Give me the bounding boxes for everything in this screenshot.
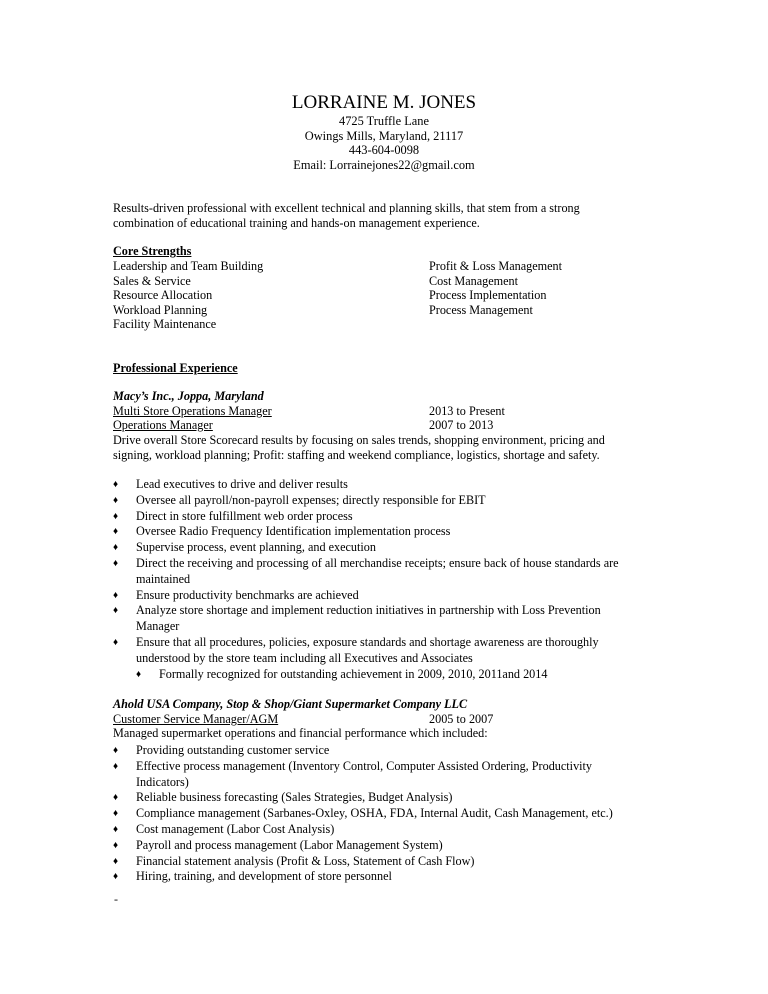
list-item — [113, 838, 643, 854]
company-name-ahold: Ahold USA Company, Stop & Shop/Giant Supermarket Company LLC — [113, 697, 468, 711]
bullet-text: Effective process management (Inventory Control, Computer Assisted Ordering, Productivity Indicators) — [136, 758, 593, 789]
list-item — [113, 635, 643, 667]
diamond-bullet-icon: ♦ — [113, 605, 119, 617]
bullet-text: Cost management (Labor Cost Analysis) — [136, 821, 335, 836]
bullet-text: Providing outstanding customer service — [136, 743, 330, 757]
list-item — [113, 759, 643, 791]
list-item — [113, 556, 643, 588]
list-item — [113, 869, 643, 885]
strength-left-item: Leadership and Team Building — [113, 259, 264, 273]
bullet-text: Supervise process, event planning, and execution — [136, 540, 376, 555]
job-dates: 2007 to 2013 — [429, 418, 494, 432]
strength-right-item: Process Management — [429, 303, 533, 317]
job-description-line: signing, workload planning; Profit: staffing and weekend compliance, logistics, shortage and safety. — [113, 448, 600, 462]
street-address: 4725 Truffle Lane — [339, 114, 429, 128]
list-item — [113, 509, 643, 525]
job-title: Operations Manager — [113, 418, 213, 432]
bullet-text: Ensure productivity benchmarks are achieved — [136, 587, 359, 602]
email-address: Email: Lorrainejones22@gmail.com — [293, 157, 475, 172]
diamond-bullet-icon: ♦ — [113, 510, 119, 522]
diamond-bullet-icon: ♦ — [113, 636, 119, 648]
diamond-bullet-icon: ♦ — [113, 839, 119, 851]
experience-heading: Professional Experience — [113, 361, 238, 375]
diamond-bullet-icon: ♦ — [113, 494, 119, 506]
phone-number: 443-604-0098 — [348, 143, 420, 158]
job-title: Multi Store Operations Manager — [113, 404, 272, 418]
job-dates: 2013 to Present — [429, 404, 505, 418]
bullet-text: Compliance management (Sarbanes-Oxley, OSHA, FDA, Internal Audit, Cash Management, etc.) — [136, 806, 613, 821]
bullet-text: Hiring, training, and development of store personnel — [136, 869, 392, 884]
diamond-bullet-icon: ♦ — [136, 668, 142, 680]
list-item — [113, 493, 643, 509]
bullet-text: Payroll and process management (Labor Management System) — [136, 837, 443, 852]
job-description-line: Drive overall Store Scorecard results by focusing on sales trends, shopping environment, pricing and — [113, 433, 605, 447]
sub-list-item — [113, 667, 643, 683]
list-item — [113, 790, 643, 806]
strength-left-item: Sales & Service — [113, 274, 191, 288]
diamond-bullet-icon: ♦ — [113, 808, 119, 820]
job-dates: 2005 to 2007 — [429, 712, 494, 726]
list-item — [113, 540, 643, 556]
resume-header — [0, 92, 768, 172]
core-strengths-heading: Core Strengths — [113, 244, 192, 258]
diamond-bullet-icon: ♦ — [113, 542, 119, 554]
macys-bullet-list — [113, 477, 643, 682]
summary-line-2: combination of educational training and hands-on management experience. — [113, 216, 480, 230]
strength-left-item: Resource Allocation — [113, 288, 213, 302]
list-item — [113, 603, 643, 635]
diamond-bullet-icon: ♦ — [113, 589, 119, 601]
bullet-text: Direct the receiving and processing of all merchandise receipts; ensure back of house standards are maintained — [136, 555, 619, 586]
diamond-bullet-icon: ♦ — [113, 557, 119, 569]
list-item — [113, 854, 643, 870]
bullet-text: Direct in store fulfillment web order process — [136, 508, 353, 523]
list-item — [113, 477, 643, 493]
bullet-text: Lead executives to drive and deliver results — [136, 477, 348, 491]
list-item — [113, 743, 643, 759]
list-item — [113, 806, 643, 822]
list-item — [113, 822, 643, 838]
diamond-bullet-icon: ♦ — [113, 823, 119, 835]
strength-right-item: Process Implementation — [429, 288, 547, 302]
job-title: Customer Service Manager/AGM — [113, 712, 279, 726]
bullet-text: Ensure that all procedures, policies, exposure standards and shortage awareness are thoroughly understood by the store team including all Executives and Associates — [136, 634, 599, 665]
strength-left-item: Facility Maintenance — [113, 317, 217, 331]
strength-right-item: Profit & Loss Management — [429, 259, 563, 273]
strength-right-item: Cost Management — [429, 274, 519, 288]
diamond-bullet-icon: ♦ — [113, 760, 119, 772]
candidate-name: LORRAINE M. JONES — [291, 92, 477, 113]
diamond-bullet-icon: ♦ — [113, 526, 119, 538]
diamond-bullet-icon: ♦ — [113, 792, 119, 804]
city-address: Owings Mills, Maryland, 21117 — [304, 128, 464, 143]
bullet-text: Oversee Radio Frequency Identification implementation process — [136, 524, 451, 539]
bullet-text: Financial statement analysis (Profit & Loss, Statement of Cash Flow) — [136, 853, 475, 868]
job-description-line: Managed supermarket operations and financial performance which included: — [113, 726, 488, 740]
company-name-macys: Macy’s Inc., Joppa, Maryland — [113, 389, 264, 403]
diamond-bullet-icon: ♦ — [113, 745, 119, 756]
summary-line-1: Results-driven professional with excellent technical and planning skills, that stem from a strong — [113, 201, 580, 215]
bullet-text: Analyze store shortage and implement reduction initiatives in partnership with Loss Prevention Manager — [136, 603, 601, 634]
list-item — [113, 524, 643, 540]
bullet-text: Reliable business forecasting (Sales Strategies, Budget Analysis) — [136, 790, 453, 805]
bullet-text: Formally recognized for outstanding achievement in 2009, 2010, 2011and 2014 — [159, 666, 548, 681]
diamond-bullet-icon: ♦ — [113, 479, 119, 490]
diamond-bullet-icon: ♦ — [113, 855, 119, 867]
diamond-bullet-icon: ♦ — [113, 871, 119, 883]
trailing-dash: - — [114, 892, 118, 906]
list-item — [113, 588, 643, 604]
bullet-text: Oversee all payroll/non-payroll expenses; directly responsible for EBIT — [136, 492, 486, 507]
strength-left-item: Workload Planning — [113, 303, 208, 317]
ahold-bullet-list — [113, 743, 643, 885]
